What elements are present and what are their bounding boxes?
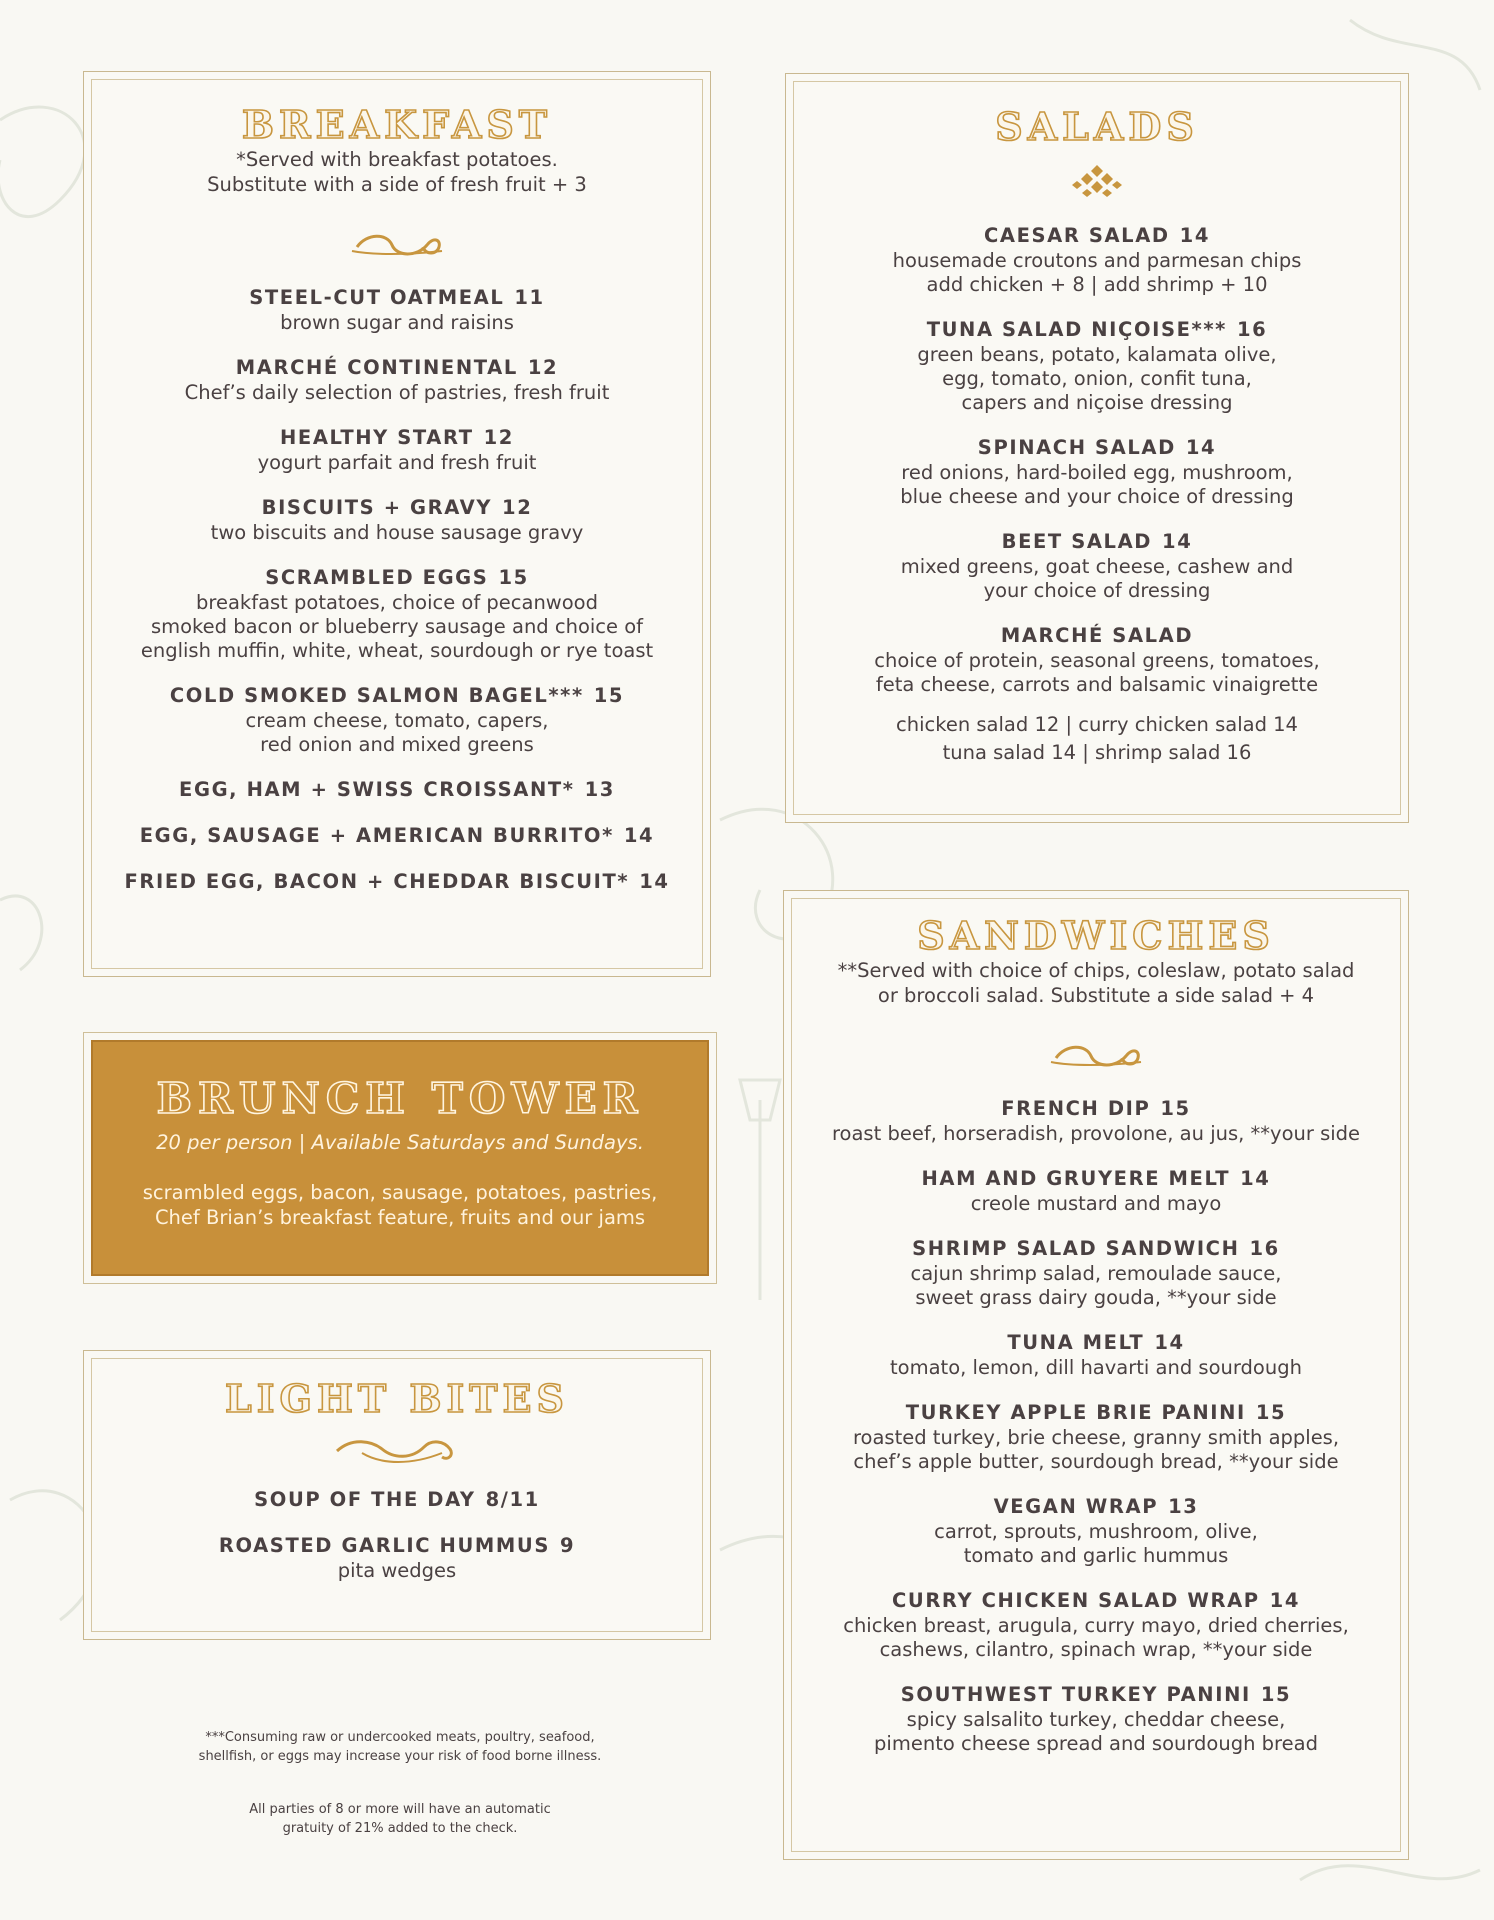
- menu-item: [784, 1236, 1408, 1310]
- menu-item-description: choice of protein, seasonal greens, tomatoes,: [874, 649, 1320, 672]
- menu-item-name: FRIED EGG, BACON + CHEDDAR BISCUIT*: [124, 870, 630, 893]
- menu-item-title: [84, 777, 710, 803]
- menu-item-title: [84, 355, 710, 381]
- breakfast-note-line-1: *Served with breakfast potatoes.: [236, 148, 558, 171]
- menu-item-name: TURKEY APPLE BRIE PANINI: [905, 1401, 1246, 1424]
- menu-item-price: 15: [1255, 1401, 1287, 1424]
- menu-item-name: ROASTED GARLIC HUMMUS: [218, 1534, 550, 1557]
- raw-footnote-line-2: shellfish, or eggs may increase your risk of food borne illness.: [198, 1749, 602, 1764]
- menu-item-description: pita wedges: [337, 1559, 457, 1582]
- menu-item: [84, 869, 710, 895]
- menu-item: [84, 1533, 710, 1583]
- menu-item-title: [84, 823, 710, 849]
- flourish-ornament-icon: [332, 1431, 462, 1467]
- breakfast-panel: [83, 71, 711, 977]
- menu-item-description: carrot, sprouts, mushroom, olive,: [934, 1520, 1258, 1543]
- menu-item-description: red onions, hard-boiled egg, mushroom,: [901, 461, 1293, 484]
- menu-item: [786, 435, 1408, 509]
- menu-item-name: SHRIMP SALAD SANDWICH: [912, 1237, 1240, 1260]
- menu-item: [784, 1096, 1408, 1146]
- menu-item-title: [786, 529, 1408, 555]
- breakfast-note-line-2: Substitute with a side of fresh fruit + 3: [207, 173, 587, 196]
- menu-item-price: 15: [498, 566, 529, 589]
- menu-item-description: english muffin, white, wheat, sourdough or rye toast: [140, 639, 654, 662]
- menu-item-price: 14: [1154, 1331, 1185, 1354]
- diamond-ornament-icon: [1062, 163, 1132, 203]
- gratuity-footnote: [120, 1800, 680, 1838]
- menu-item: [784, 1330, 1408, 1380]
- menu-item-description: pimento cheese spread and sourdough bread: [874, 1732, 1318, 1755]
- menu-item-description: breakfast potatoes, choice of pecanwood: [196, 591, 598, 614]
- menu-item-price: 16: [1236, 318, 1268, 341]
- menu-item-name: SOUP OF THE DAY: [254, 1488, 476, 1511]
- menu-item-title: [786, 317, 1408, 343]
- flourish-ornament-icon: [347, 225, 447, 265]
- menu-item-price: 8/11: [485, 1488, 540, 1511]
- menu-item: [84, 1487, 710, 1513]
- sandwiches-panel: [783, 890, 1409, 1860]
- menu-item-price: 12: [502, 496, 533, 519]
- gratuity-footnote-line-2: gratuity of 21% added to the check.: [282, 1821, 518, 1836]
- menu-item-name: MARCHÉ SALAD: [1000, 624, 1194, 647]
- menu-item-title: [84, 495, 710, 521]
- menu-item-title: [84, 1533, 710, 1559]
- menu-item: [786, 529, 1408, 603]
- menu-item-description: yogurt parfait and fresh fruit: [257, 451, 537, 474]
- menu-item-title: [84, 1487, 710, 1513]
- menu-item-price: 15: [593, 684, 625, 707]
- menu-item-title: [786, 623, 1408, 649]
- menu-item-name: BEET SALAD: [1001, 530, 1153, 553]
- menu-item-price: 13: [584, 778, 615, 801]
- sandwiches-heading: SANDWICHES: [917, 913, 1275, 958]
- menu-item-name: HEALTHY START: [280, 426, 474, 449]
- menu-item-name: TUNA MELT: [1007, 1331, 1145, 1354]
- menu-item: [84, 777, 710, 803]
- menu-item-price: 14: [1269, 1589, 1301, 1612]
- menu-item-name: SPINACH SALAD: [977, 436, 1176, 459]
- menu-item-title: [84, 683, 710, 709]
- menu-item-title: [784, 1166, 1408, 1192]
- menu-item-name: CURRY CHICKEN SALAD WRAP: [891, 1589, 1260, 1612]
- menu-item-description: cashews, cilantro, spinach wrap, **your side: [879, 1638, 1313, 1661]
- menu-item-title: [84, 285, 710, 311]
- menu-item-price: 14: [1240, 1167, 1271, 1190]
- menu-item-price: 9: [559, 1534, 576, 1557]
- menu-item-title: [786, 435, 1408, 461]
- menu-item-name: EGG, HAM + SWISS CROISSANT*: [179, 778, 575, 801]
- menu-item-description: spicy salsalito turkey, cheddar cheese,: [906, 1708, 1286, 1731]
- menu-item-description: roast beef, horseradish, provolone, au jus, **your side: [831, 1122, 1361, 1145]
- menu-item-description: green beans, potato, kalamata olive,: [917, 343, 1277, 366]
- menu-item-description: your choice of dressing: [983, 579, 1211, 602]
- brunch-panel: [91, 1040, 709, 1276]
- menu-item-description: tomato, lemon, dill havarti and sourdough: [890, 1356, 1302, 1379]
- menu-item: [84, 565, 710, 663]
- menu-item-title: [784, 1588, 1408, 1614]
- menu-item-description: cajun shrimp salad, remoulade sauce,: [910, 1262, 1282, 1285]
- menu-item: [84, 823, 710, 849]
- menu-item: [784, 1682, 1408, 1756]
- menu-item-price: 15: [1260, 1683, 1292, 1706]
- menu-item-title: [784, 1330, 1408, 1356]
- menu-item-description: capers and niçoise dressing: [961, 391, 1233, 414]
- menu-item-description: smoked bacon or blueberry sausage and choice of: [150, 615, 644, 638]
- menu-item-name: TUNA SALAD NIÇOISE***: [926, 318, 1227, 341]
- menu-item-description: Chef’s daily selection of pastries, fresh fruit: [184, 381, 610, 404]
- menu-item-price: 16: [1249, 1237, 1280, 1260]
- menu-item-title: [784, 1236, 1408, 1262]
- brunch-subheading: 20 per person | Available Saturdays and Sundays.: [156, 1131, 644, 1154]
- menu-item-title: [84, 425, 710, 451]
- menu-item-name: SOUTHWEST TURKEY PANINI: [900, 1683, 1251, 1706]
- menu-item-description: housemade croutons and parmesan chips: [892, 249, 1302, 272]
- brunch-desc-line-2: Chef Brian’s breakfast feature, fruits and our jams: [154, 1206, 646, 1229]
- menu-item-name: MARCHÉ CONTINENTAL: [235, 356, 518, 379]
- menu-item-title: [784, 1682, 1408, 1708]
- menu-item-title: [84, 565, 710, 591]
- menu-item: [84, 683, 710, 757]
- menu-item-name: HAM AND GRUYERE MELT: [921, 1167, 1231, 1190]
- menu-item-price: 14: [623, 824, 655, 847]
- menu-item: [784, 1494, 1408, 1568]
- salads-options-line-2: tuna salad 14 | shrimp salad 16: [942, 741, 1252, 764]
- menu-item-name: STEEL-CUT OATMEAL: [249, 286, 505, 309]
- salads-options-line-1: chicken salad 12 | curry chicken salad 14: [896, 713, 1298, 736]
- menu-item: [786, 623, 1408, 697]
- menu-item-title: [786, 223, 1408, 249]
- menu-item: [84, 425, 710, 475]
- menu-item-description: roasted turkey, brie cheese, granny smith apples,: [852, 1426, 1340, 1449]
- light-bites-panel: [83, 1350, 711, 1640]
- menu-item-description: add chicken + 8 | add shrimp + 10: [926, 273, 1268, 296]
- menu-item-title: [84, 869, 710, 895]
- menu-item: [784, 1166, 1408, 1216]
- menu-item-name: FRENCH DIP: [1001, 1097, 1151, 1120]
- menu-item: [84, 495, 710, 545]
- menu-item-description: chef’s apple butter, sourdough bread, **your side: [853, 1450, 1339, 1473]
- menu-item: [84, 285, 710, 335]
- menu-item-price: 14: [1185, 436, 1217, 459]
- brunch-heading: BRUNCH TOWER: [156, 1074, 644, 1123]
- menu-item: [784, 1400, 1408, 1474]
- menu-item-price: 13: [1168, 1495, 1199, 1518]
- brunch-desc-line-1: scrambled eggs, bacon, sausage, potatoes, pastries,: [142, 1181, 658, 1204]
- menu-item-description: two biscuits and house sausage gravy: [210, 521, 584, 544]
- menu-item-name: BISCUITS + GRAVY: [261, 496, 493, 519]
- menu-item-description: red onion and mixed greens: [260, 733, 534, 756]
- menu-item: [786, 317, 1408, 415]
- sandwiches-note-line-2: or broccoli salad. Substitute a side salad + 4: [877, 984, 1315, 1007]
- menu-item: [784, 1588, 1408, 1662]
- menu-item-description: egg, tomato, onion, confit tuna,: [942, 367, 1252, 390]
- menu-item-name: EGG, SAUSAGE + AMERICAN BURRITO*: [139, 824, 614, 847]
- breakfast-items: [84, 285, 710, 895]
- menu-item-name: CAESAR SALAD: [983, 224, 1170, 247]
- menu-item: [84, 355, 710, 405]
- raw-food-footnote: [120, 1728, 680, 1766]
- salads-items: [786, 223, 1408, 697]
- flourish-ornament-icon: [1046, 1036, 1146, 1076]
- menu-item-price: 14: [639, 870, 670, 893]
- menu-item-price: 15: [1160, 1097, 1191, 1120]
- menu-item-price: 14: [1162, 530, 1193, 553]
- menu-item-description: feta cheese, carrots and balsamic vinaigrette: [875, 673, 1319, 696]
- menu-item-title: [784, 1400, 1408, 1426]
- menu-item-price: 14: [1179, 224, 1211, 247]
- menu-item-description: chicken breast, arugula, curry mayo, dried cherries,: [843, 1614, 1349, 1637]
- menu-item-description: sweet grass dairy gouda, **your side: [915, 1286, 1277, 1309]
- menu-item-title: [784, 1494, 1408, 1520]
- menu-item-description: cream cheese, tomato, capers,: [245, 709, 549, 732]
- menu-item-name: COLD SMOKED SALMON BAGEL***: [169, 684, 584, 707]
- menu-item-description: brown sugar and raisins: [280, 311, 514, 334]
- menu-item-price: 12: [527, 356, 559, 379]
- menu-item-description: creole mustard and mayo: [970, 1192, 1222, 1215]
- gratuity-footnote-line-1: All parties of 8 or more will have an automatic: [249, 1802, 551, 1817]
- sandwiches-items: [784, 1096, 1408, 1756]
- menu-item-description: tomato and garlic hummus: [963, 1544, 1229, 1567]
- light-bites-heading: LIGHT BITES: [225, 1376, 569, 1421]
- menu-item-description: mixed greens, goat cheese, cashew and: [900, 555, 1294, 578]
- menu-item-title: [784, 1096, 1408, 1122]
- menu-item-name: VEGAN WRAP: [993, 1495, 1159, 1518]
- salads-panel: [785, 73, 1409, 823]
- salads-heading: SALADS: [995, 104, 1199, 149]
- breakfast-heading: BREAKFAST: [241, 102, 553, 147]
- menu-item: [786, 223, 1408, 297]
- light-bites-items: [84, 1487, 710, 1583]
- menu-item-name: SCRAMBLED EGGS: [265, 566, 489, 589]
- sandwiches-note-line-1: **Served with choice of chips, coleslaw, potato salad: [837, 959, 1355, 982]
- menu-item-description: blue cheese and your choice of dressing: [900, 485, 1294, 508]
- menu-item-price: 11: [514, 286, 545, 309]
- menu-item-price: 12: [483, 426, 514, 449]
- raw-footnote-line-1: ***Consuming raw or undercooked meats, poultry, seafood,: [205, 1730, 595, 1745]
